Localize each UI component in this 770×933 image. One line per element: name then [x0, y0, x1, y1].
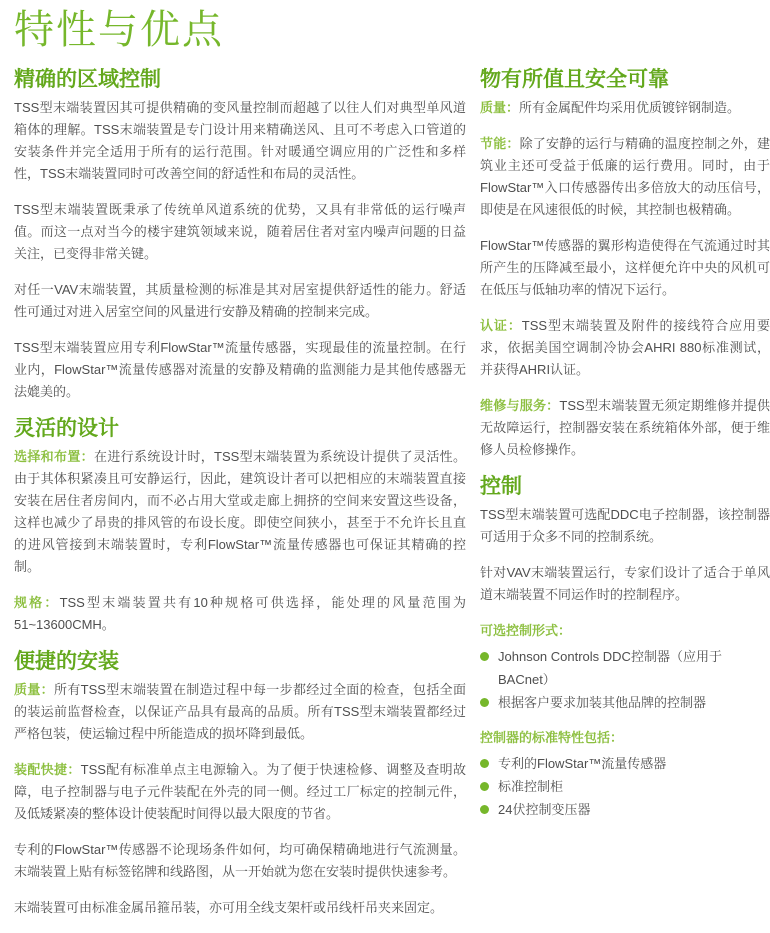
- column-right: [480, 68, 770, 834]
- optional-control-forms-list: [480, 620, 770, 714]
- bullet-list: [480, 645, 770, 714]
- page-title: 特性与优点: [14, 8, 224, 52]
- paragraph-text: 所有金属配件均采用优质镀锌钢制造。: [519, 100, 741, 116]
- body-paragraph: [14, 592, 466, 636]
- bullet-list: [480, 752, 770, 821]
- two-column-layout: [14, 68, 770, 933]
- section-control: [480, 475, 770, 821]
- paragraph-text: 针对VAV末端装置运行，专家们设计了适合于单风道末端装置不同运作时的控制程序。: [480, 565, 770, 603]
- bullet-dot-icon: [480, 652, 489, 661]
- list-item-text: 专利的FlowStar™流量传感器: [498, 756, 667, 772]
- column-left: [14, 68, 466, 933]
- body-paragraph: [14, 337, 466, 403]
- paragraph-text: TSS型末端装置共有10种规格可供选择，能处理的风量范围为51~13600CMH。: [14, 595, 466, 633]
- body-paragraph: [480, 562, 770, 606]
- paragraph-label: 装配快捷：: [14, 762, 81, 778]
- bullet-dot-icon: [480, 698, 489, 707]
- section-flexible-design: [14, 417, 466, 636]
- paragraph-text: TSS型末端装置因其可提供精确的变风量控制而超越了以往人们对典型单风道箱体的理解。TSS末端装置是专门设计用来精确送风、且可不考虑入口管道的安装条件并完全适用于所有的运行范围。针对暖通空调应用的广泛性和多样性，TSS末端装置同时可改善空间的舒适性和布局的灵活性。: [14, 100, 466, 182]
- body-paragraph: [14, 759, 466, 825]
- paragraph-text: TSS型末端装置无须定期维修并提供无故障运行，控制器安装在系统箱体外部，便于维修人员检修操作。: [480, 398, 770, 458]
- paragraph-label: 认证：: [480, 318, 522, 334]
- body-paragraph: [14, 199, 466, 265]
- body-paragraph: [480, 395, 770, 461]
- paragraph-text: TSS型末端装置可选配DDC电子控制器，该控制器可适用于众多不同的控制系统。: [480, 507, 770, 545]
- paragraph-label: 节能：: [480, 136, 520, 152]
- paragraph-label: 规格：: [14, 595, 60, 611]
- list-item: [480, 775, 770, 798]
- paragraph-text: TSS配有标准单点主电源输入。为了便于快速检修、调整及查明故障，电子控制器与电子元件装配在外壳的同一侧。经过工厂标定的控制元件，及低矮紧凑的整体设计使装配时间得以最大限度的节省。: [14, 762, 466, 822]
- body-paragraph: [480, 315, 770, 381]
- paragraph-text: 专利的FlowStar™传感器不论现场条件如何，均可确保精确地进行气流测量。末端装置上贴有标签铭牌和线路图，从一开始就为您在安装时提供快速参考。: [14, 842, 466, 880]
- list-item-text: 24伏控制变压器: [498, 802, 591, 818]
- list-item: [480, 691, 770, 714]
- paragraph-label: 质量：: [480, 100, 520, 116]
- body-paragraph: [14, 97, 466, 185]
- body-paragraph: [14, 897, 466, 919]
- section-precise-zone-control: [14, 68, 466, 403]
- section-heading: 便捷的安装: [14, 650, 119, 674]
- paragraph-label: 质量：: [14, 682, 55, 698]
- paragraph-label: 选择和布置：: [14, 449, 95, 465]
- section-heading: 精确的区域控制: [14, 68, 161, 91]
- section-easy-installation: [14, 650, 466, 919]
- body-paragraph: [480, 97, 770, 119]
- body-paragraph: [14, 839, 466, 883]
- body-paragraph: [480, 133, 770, 221]
- section-value-and-safety: [480, 68, 770, 461]
- list-item: [480, 798, 770, 821]
- paragraph-text: 除了安静的运行与精确的温度控制之外，建筑业主还可受益于低廉的运行费用。同时，由于FlowStar™入口传感器传出多倍放大的动压信号，即使是在风速很低的时候，其控制也极精确。: [480, 136, 770, 218]
- section-heading: 控制: [480, 475, 522, 499]
- body-paragraph: [480, 504, 770, 548]
- section-heading: 灵活的设计: [14, 417, 119, 441]
- bullet-dot-icon: [480, 759, 489, 768]
- paragraph-text: 对任一VAV末端装置，其质量检测的标准是其对居室提供舒适性的能力。舒适性可通过对进入居室空间的风量进行安静及精确的控制来完成。: [14, 282, 466, 320]
- list-item-text: 根据客户要求加装其他品牌的控制器: [498, 695, 707, 711]
- section-heading: 物有所值且安全可靠: [480, 68, 669, 91]
- bullet-dot-icon: [480, 782, 489, 791]
- paragraph-text: 所有TSS型末端装置在制造过程中每一步都经过全面的检查，包括全面的装运前监督检查，以保证产品具有最高的品质。所有TSS型末端装置都经过严格包装，使运输过程中所能造成的损坏降到最低。: [14, 682, 466, 742]
- paragraph-label: 维修与服务：: [480, 398, 560, 414]
- paragraph-text: 在进行系统设计时，TSS型末端装置为系统设计提供了灵活性。由于其体积紧凑且可安静运行，因此，建筑设计者可以把相应的末端装置直接安装在居住者房间内，而不必占用大堂或走廊上拥挤的空间来安置这些设备，这样也减少了昂贵的排风管的布设长度。即使空间狭小，甚至于不允许长且直的进风管接到末端装置时，专利FlowStar™流量传感器也可保证其精确的控制。: [14, 449, 466, 575]
- standard-controller-features-list: [480, 727, 770, 821]
- list-item-text: 标准控制柜: [498, 779, 564, 795]
- paragraph-text: TSS型末端装置应用专利FlowStar™流量传感器，实现最佳的流量控制。在行业内，FlowStar™流量传感器对流量的安静及精确的监测能力是其他传感器无法媲美的。: [14, 340, 466, 400]
- paragraph-text: FlowStar™传感器的翼形构造使得在气流通过时其所产生的压降减至最小，这样便允许中央的风机可在低压与低轴功率的情况下运行。: [480, 238, 770, 298]
- paragraph-text: TSS型末端装置既秉承了传统单风道系统的优势，又具有非常低的运行噪声值。而这一点对当今的楼宇建筑领域来说，随着居住者对室内噪声问题的日益关注，已变得非常关键。: [14, 202, 466, 262]
- list-title: 控制器的标准特性包括：: [480, 730, 624, 746]
- paragraph-text: TSS型末端装置及附件的接线符合应用要求，依据美国空调制冷协会AHRI 880标准测试，并获得AHRI认证。: [480, 318, 770, 378]
- body-paragraph: [14, 446, 466, 578]
- list-item: [480, 645, 770, 691]
- body-paragraph: [480, 235, 770, 301]
- body-paragraph: [14, 279, 466, 323]
- bullet-dot-icon: [480, 805, 489, 814]
- list-item-text: Johnson Controls DDC控制器（应用于BACnet）: [498, 649, 722, 688]
- list-item: [480, 752, 770, 775]
- paragraph-text: 末端装置可由标准金属吊箍吊装，亦可用全线支架杆或吊线杆吊夹来固定。: [14, 900, 444, 916]
- body-paragraph: [14, 679, 466, 745]
- list-title: 可选控制形式：: [480, 623, 572, 639]
